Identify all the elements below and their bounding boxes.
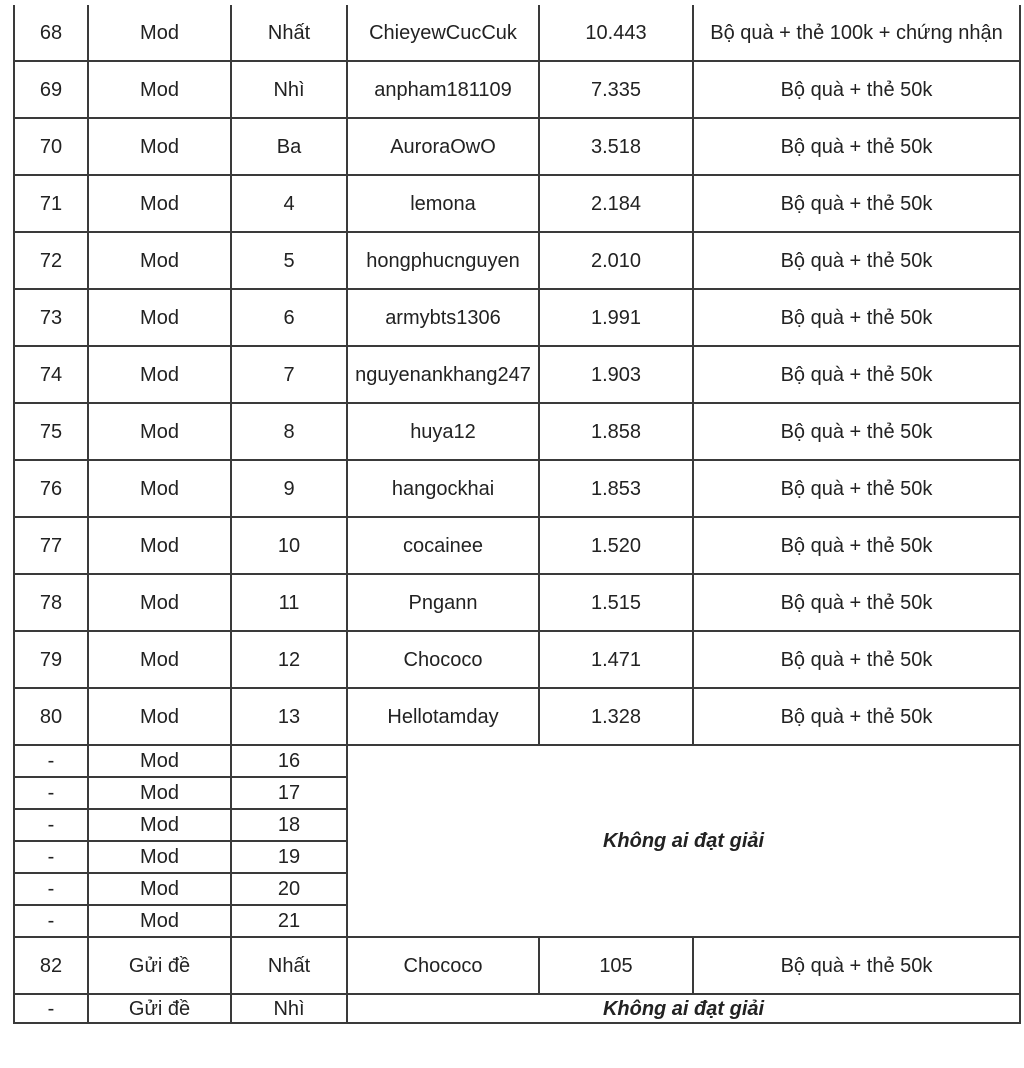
- category-cell: Gửi đề: [88, 937, 231, 994]
- stt-cell: -: [14, 873, 88, 905]
- score-cell: 3.518: [539, 118, 693, 175]
- prize-cell: Bộ quà + thẻ 50k: [693, 688, 1020, 745]
- score-cell: 7.335: [539, 61, 693, 118]
- category-cell: Mod: [88, 574, 231, 631]
- username-cell: ChieyewCucCuk: [347, 5, 539, 61]
- stt-cell: -: [14, 841, 88, 873]
- rank-cell: 12: [231, 631, 347, 688]
- prize-cell: Bộ quà + thẻ 50k: [693, 232, 1020, 289]
- prize-cell: Bộ quà + thẻ 50k: [693, 289, 1020, 346]
- category-cell: Mod: [88, 346, 231, 403]
- username-cell: Pngann: [347, 574, 539, 631]
- score-cell: 1.471: [539, 631, 693, 688]
- stt-cell: 68: [14, 5, 88, 61]
- stt-cell: 78: [14, 574, 88, 631]
- score-cell: 2.184: [539, 175, 693, 232]
- prize-cell: Bộ quà + thẻ 100k + chứng nhận: [693, 5, 1020, 61]
- category-cell: Mod: [88, 232, 231, 289]
- category-cell: Mod: [88, 118, 231, 175]
- username-cell: hangockhai: [347, 460, 539, 517]
- rank-cell: 9: [231, 460, 347, 517]
- rank-cell: 10: [231, 517, 347, 574]
- username-cell: Chococo: [347, 937, 539, 994]
- rank-cell: 17: [231, 777, 347, 809]
- rank-cell: 4: [231, 175, 347, 232]
- stt-cell: -: [14, 745, 88, 777]
- stt-cell: 76: [14, 460, 88, 517]
- category-cell: Mod: [88, 745, 231, 777]
- score-cell: 1.515: [539, 574, 693, 631]
- username-cell: lemona: [347, 175, 539, 232]
- prize-cell: Bộ quà + thẻ 50k: [693, 118, 1020, 175]
- stt-cell: -: [14, 994, 88, 1023]
- rank-cell: Ba: [231, 118, 347, 175]
- prize-cell: Bộ quà + thẻ 50k: [693, 61, 1020, 118]
- stt-cell: 79: [14, 631, 88, 688]
- rank-cell: Nhất: [231, 937, 347, 994]
- stt-cell: 73: [14, 289, 88, 346]
- table-row: [14, 745, 1020, 777]
- category-cell: Mod: [88, 403, 231, 460]
- score-cell: 10.443: [539, 5, 693, 61]
- rank-cell: 20: [231, 873, 347, 905]
- results-table: [13, 5, 1021, 1024]
- category-cell: Mod: [88, 809, 231, 841]
- prize-cell: Bộ quà + thẻ 50k: [693, 460, 1020, 517]
- username-cell: hongphucnguyen: [347, 232, 539, 289]
- category-cell: Mod: [88, 777, 231, 809]
- table-row: [14, 289, 1020, 346]
- score-cell: 1.991: [539, 289, 693, 346]
- rank-cell: 19: [231, 841, 347, 873]
- prize-cell: Bộ quà + thẻ 50k: [693, 631, 1020, 688]
- table-row: [14, 403, 1020, 460]
- rank-cell: 11: [231, 574, 347, 631]
- rank-cell: 7: [231, 346, 347, 403]
- stt-cell: -: [14, 809, 88, 841]
- stt-cell: 69: [14, 61, 88, 118]
- table-row: [14, 631, 1020, 688]
- table-row: [14, 232, 1020, 289]
- stt-cell: 74: [14, 346, 88, 403]
- category-cell: Mod: [88, 289, 231, 346]
- rank-cell: Nhì: [231, 61, 347, 118]
- no-award-cell: Không ai đạt giải: [347, 994, 1020, 1023]
- username-cell: Hellotamday: [347, 688, 539, 745]
- username-cell: nguyenankhang247: [347, 346, 539, 403]
- prize-cell: Bộ quà + thẻ 50k: [693, 517, 1020, 574]
- table-row: [14, 937, 1020, 994]
- category-cell: Mod: [88, 460, 231, 517]
- table-row: [14, 5, 1020, 61]
- table-row: [14, 61, 1020, 118]
- rank-cell: 6: [231, 289, 347, 346]
- score-cell: 1.903: [539, 346, 693, 403]
- category-cell: Mod: [88, 517, 231, 574]
- results-table-body: [14, 5, 1020, 1023]
- table-row: [14, 574, 1020, 631]
- rank-cell: 8: [231, 403, 347, 460]
- stt-cell: 82: [14, 937, 88, 994]
- stt-cell: 77: [14, 517, 88, 574]
- rank-cell: 18: [231, 809, 347, 841]
- score-cell: 2.010: [539, 232, 693, 289]
- prize-cell: Bộ quà + thẻ 50k: [693, 937, 1020, 994]
- stt-cell: 80: [14, 688, 88, 745]
- table-row: [14, 118, 1020, 175]
- no-award-cell: Không ai đạt giải: [347, 745, 1020, 937]
- rank-cell: 16: [231, 745, 347, 777]
- username-cell: anpham181109: [347, 61, 539, 118]
- score-cell: 105: [539, 937, 693, 994]
- prize-cell: Bộ quà + thẻ 50k: [693, 346, 1020, 403]
- table-row: [14, 517, 1020, 574]
- category-cell: Mod: [88, 873, 231, 905]
- table-row: [14, 460, 1020, 517]
- prize-cell: Bộ quà + thẻ 50k: [693, 574, 1020, 631]
- rank-cell: Nhì: [231, 994, 347, 1023]
- category-cell: Mod: [88, 175, 231, 232]
- username-cell: Chococo: [347, 631, 539, 688]
- category-cell: Mod: [88, 841, 231, 873]
- table-row: [14, 994, 1020, 1023]
- rank-cell: Nhất: [231, 5, 347, 61]
- score-cell: 1.858: [539, 403, 693, 460]
- username-cell: cocainee: [347, 517, 539, 574]
- category-cell: Mod: [88, 61, 231, 118]
- stt-cell: -: [14, 905, 88, 937]
- category-cell: Mod: [88, 688, 231, 745]
- username-cell: huya12: [347, 403, 539, 460]
- score-cell: 1.328: [539, 688, 693, 745]
- category-cell: Mod: [88, 905, 231, 937]
- stt-cell: -: [14, 777, 88, 809]
- rank-cell: 21: [231, 905, 347, 937]
- category-cell: Gửi đề: [88, 994, 231, 1023]
- username-cell: AuroraOwO: [347, 118, 539, 175]
- prize-cell: Bộ quà + thẻ 50k: [693, 403, 1020, 460]
- stt-cell: 72: [14, 232, 88, 289]
- prize-cell: Bộ quà + thẻ 50k: [693, 175, 1020, 232]
- stt-cell: 70: [14, 118, 88, 175]
- rank-cell: 13: [231, 688, 347, 745]
- stt-cell: 75: [14, 403, 88, 460]
- category-cell: Mod: [88, 5, 231, 61]
- stt-cell: 71: [14, 175, 88, 232]
- table-row: [14, 175, 1020, 232]
- username-cell: armybts1306: [347, 289, 539, 346]
- category-cell: Mod: [88, 631, 231, 688]
- table-row: [14, 346, 1020, 403]
- score-cell: 1.520: [539, 517, 693, 574]
- table-row: [14, 688, 1020, 745]
- score-cell: 1.853: [539, 460, 693, 517]
- rank-cell: 5: [231, 232, 347, 289]
